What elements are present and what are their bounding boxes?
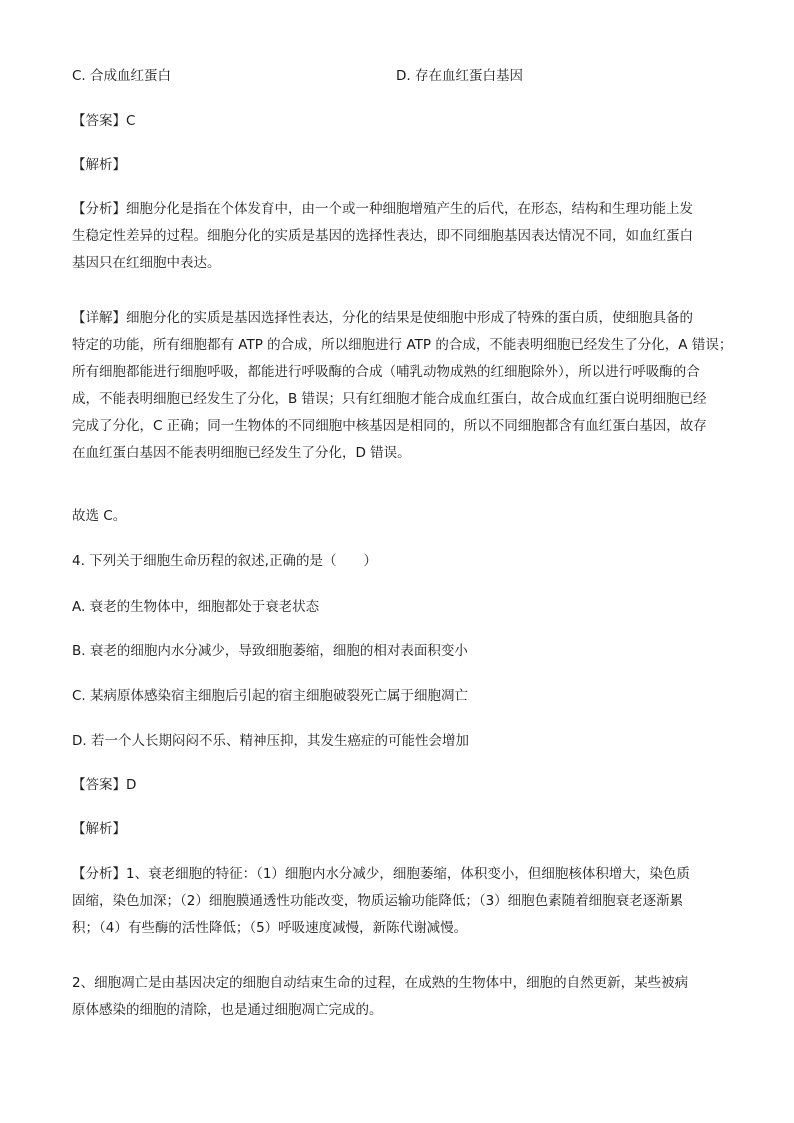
- fenxi-tag: 【分析】: [72, 866, 126, 882]
- q4-option-a: [72, 597, 732, 617]
- q4-answer-line: [72, 775, 732, 795]
- q3-answer-line: [72, 111, 732, 131]
- option-c-text: C. 合成血红蛋白: [72, 68, 172, 84]
- q4-analysis-heading: [72, 819, 732, 839]
- xiangjie-tag: 【详解】: [72, 310, 126, 326]
- q3-xiangjie-row-4: 成，不能表明细胞已经发生了分化，B 错误；只有红细胞才能合成血红蛋白，故合成血红蛋白说明细胞已经: [72, 391, 707, 407]
- q3-conclusion: [72, 506, 732, 526]
- answer-value: C: [126, 113, 136, 129]
- q4-point2-row-2: 原体感染的细胞的清除，也是通过细胞凋亡完成的。: [72, 1002, 383, 1018]
- q3-xiangjie-row-1: [72, 305, 724, 332]
- option-d-text: D. 存在血红蛋白基因: [396, 68, 523, 84]
- fenxi-line: 细胞分化是指在个体发育中，由一个或一种细胞增殖产生的后代，在形态，结构和生理功能上发: [126, 201, 693, 217]
- answer-tag: 【答案】: [72, 777, 126, 793]
- option-c-prev: [72, 66, 732, 86]
- analysis-heading-text: 【解析】: [72, 157, 126, 173]
- q4-fenxi-row-2: 固缩，染色加深；（2）细胞膜通透性功能改变，物质运输功能降低；（3）细胞色素随着细胞衰老逐渐累: [72, 893, 684, 909]
- fenxi-tag: 【分析】: [72, 201, 126, 217]
- q3-fenxi-paragraph: [72, 196, 724, 277]
- option-text: D. 若一个人长期闷闷不乐、精神压抑，其发生癌症的可能性会增加: [72, 733, 469, 749]
- q3-xiangjie-row-5: 完成了分化，C 正确；同一生物体的不同细胞中核基因是相同的，所以不同细胞都含有血红蛋白基因，故存: [72, 418, 707, 434]
- q3-analysis-heading: [72, 155, 732, 175]
- fenxi-line: 1、衰老细胞的特征：（1）细胞内水分减少，细胞萎缩，体积变小，但细胞核体积增大，染色质: [126, 866, 690, 882]
- q4-fenxi-row-3: 积；（4）有些酶的活性降低；（5）呼吸速度减慢，新陈代谢减慢。: [72, 920, 468, 936]
- q3-fenxi-row-3: 基因只在红细胞中表达。: [72, 255, 221, 271]
- option-text: A. 衰老的生物体中，细胞都处于衰老状态: [72, 599, 320, 615]
- conclusion-text: 故选 C。: [72, 508, 127, 524]
- answer-value: D: [126, 777, 137, 793]
- q4-fenxi-row-1: [72, 861, 724, 888]
- q4-stem: [72, 551, 732, 571]
- q3-fenxi-row-2: 生稳定性差异的过程。细胞分化的实质是基因的选择性表达，即不同细胞基因表达情况不同，如血红蛋白: [72, 228, 693, 244]
- option-text: C. 某病原体感染宿主细胞后引起的宿主细胞破裂死亡属于细胞凋亡: [72, 688, 469, 704]
- q3-xiangjie-row-3: 所有细胞都能进行细胞呼吸，都能进行呼吸酶的合成（哺乳动物成熟的红细胞除外），所以进行呼吸酶的合: [72, 364, 700, 380]
- q4-fenxi-paragraph: [72, 861, 724, 942]
- q3-xiangjie-paragraph: [72, 305, 733, 467]
- xiangjie-line: 细胞分化的实质是基因选择性表达，分化的结果是使细胞中形成了特殊的蛋白质，使细胞具备的: [126, 310, 693, 326]
- q4-option-c: [72, 686, 732, 706]
- q3-xiangjie-row-2: 特定的功能，所有细胞都有 ATP 的合成，所以细胞进行 ATP 的合成，不能表明细胞已经发生了分化，A 错误；: [72, 337, 733, 353]
- stem-text: 4. 下列关于细胞生命历程的叙述,正确的是（ ）: [72, 553, 377, 569]
- q4-point2-row-1: 2、细胞凋亡是由基因决定的细胞自动结束生命的过程，在成熟的生物体中，细胞的自然更新，某些被病: [72, 975, 689, 991]
- q4-point2-paragraph: [72, 970, 724, 1024]
- option-text: B. 衰老的细胞内水分减少，导致细胞萎缩，细胞的相对表面积变小: [72, 643, 468, 659]
- analysis-heading-text: 【解析】: [72, 821, 126, 837]
- answer-tag: 【答案】: [72, 113, 126, 129]
- q4-option-d: [72, 731, 732, 751]
- q3-fenxi-row-1: [72, 196, 724, 223]
- q3-xiangjie-row-6: 在血红蛋白基因不能表明细胞已经发生了分化，D 错误。: [72, 445, 411, 461]
- q4-option-b: [72, 641, 732, 661]
